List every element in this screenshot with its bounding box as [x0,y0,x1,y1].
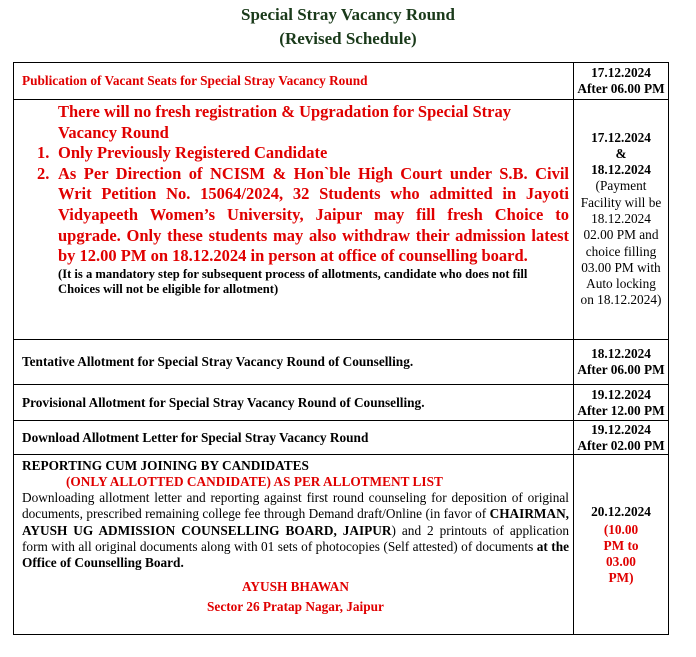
date-cell [574,421,669,455]
list-text: Only Previously Registered Candidate [58,143,328,163]
choice-intro: There will no fresh registration & Upgradation for Special Stray Vacancy Round [58,102,511,142]
reporting-office: at the Office of Counselling Board. [22,538,569,571]
mandatory-note: (It is a mandatory step for subsequent process of allotments, candidate who does not fill Choices will not be eligible for allotment) [58,266,528,297]
reporting-text-a: Downloading allotment letter and reporting against first round counseling for deposition of original documents, prescribed remaining college fee through Demand draft/Online (in favor of [22,490,569,522]
table-row [14,100,669,340]
reporting-subheading: (ONLY ALLOTTED CANDIDATE) AS PER ALLOTMENT LIST [66,474,443,489]
date-choice-amp: & [615,146,627,162]
time-tentative: After 06.00 PM [577,362,665,377]
date-cell [574,385,669,421]
event-tentative: Tentative Allotment for Special Stray Vacancy Round of Counselling. [22,354,414,369]
event-cell [14,63,574,100]
list-item [22,143,569,164]
event-cell [14,421,574,455]
date-cell [574,340,669,385]
event-cell [14,100,574,340]
page-subtitle: (Revised Schedule) [279,29,417,48]
list-item [22,164,569,267]
time-download: After 02.00 PM [577,437,665,453]
date-provisional: 19.12.2024 [591,386,651,402]
table-row [14,340,669,385]
date-choice-end: 18.12.2024 [591,162,651,178]
reporting-heading: REPORTING CUM JOINING BY CANDIDATES [22,458,309,473]
table-row [14,455,669,635]
event-cell [14,385,574,421]
date-cell [574,63,669,100]
date-cell [574,100,669,340]
date-choice-start: 17.12.2024 [591,130,651,146]
time-publication: After 06.00 PM [577,81,665,96]
schedule-table [13,62,669,635]
event-publication: Publication of Vacant Seats for Special Stray Vacancy Round [22,73,368,88]
list-number: 1. [37,143,50,163]
table-row [14,63,669,100]
reporting-text-b: ) and 2 printouts of application form with all original documents along with 01 sets of photocopies (Self attested) of documents [22,522,569,554]
event-download: Download Allotment Letter for Special Stray Vacancy Round [22,429,369,445]
time-provisional: After 12.00 PM [577,402,665,418]
page-title: Special Stray Vacancy Round [241,5,455,24]
list-number: 2. [37,163,50,183]
reporting-text [22,490,569,571]
date-cell [574,455,669,635]
date-download: 19.12.2024 [591,421,651,437]
time-reporting: (10.00 PM to 03.00 PM) [603,521,639,585]
reporting-payee: CHAIRMAN, AYUSH UG ADMISSION COUNSELLING BOARD, JAIPUR [22,506,569,538]
venue-address: Sector 26 Pratap Nagar, Jaipur [207,599,384,615]
list-text: As Per Direction of NCISM & Hon`ble High Court under S.B. Civil Writ Petition No. 15064/2024, 32 Students who admitted in Jayoti Vidyapeeth Women’s University, Jaipur may fill fresh Choice to upgrade. Only these students may also withdraw their admission latest by 12.00 PM on 18.12.2024 in person at office of counselling board. [58,163,569,266]
venue-name: AYUSH BHAWAN [241,579,350,595]
event-cell [14,455,574,635]
table-row [14,421,669,455]
date-tentative: 18.12.2024 [591,346,651,361]
event-cell [14,340,574,385]
event-provisional: Provisional Allotment for Special Stray Vacancy Round of Counselling. [22,394,425,410]
date-reporting: 20.12.2024 [591,503,651,519]
table-row [14,385,669,421]
date-publication: 17.12.2024 [591,65,651,80]
choice-detail: (Payment Facility will be 18.12.2024 02.00 PM and choice filling 03.00 PM with Auto locking on 18.12.2024) [580,178,662,308]
